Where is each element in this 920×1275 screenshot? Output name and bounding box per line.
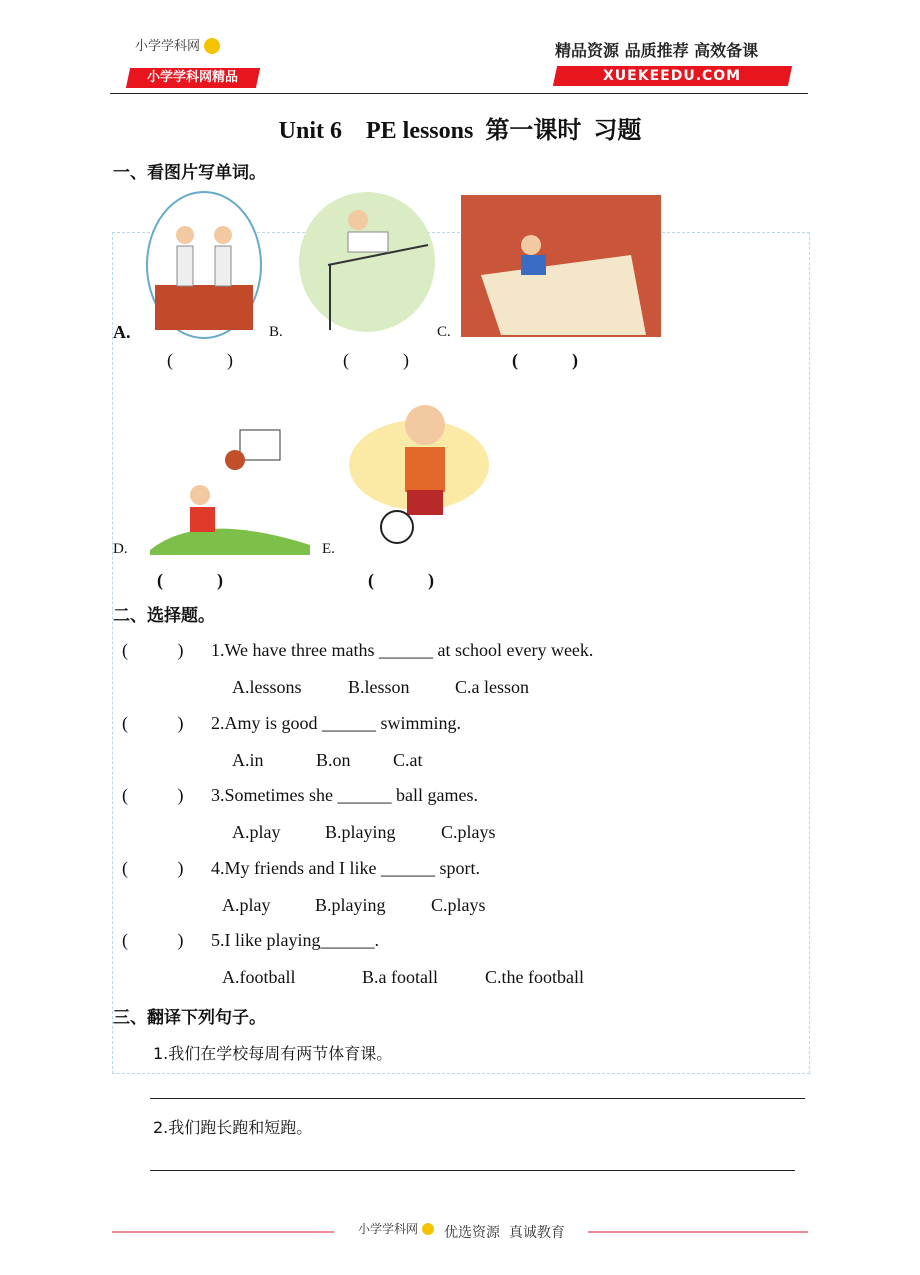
footer-slogan: 优选资源 真诚教育: [444, 1225, 565, 1241]
question-text: 3.Sometimes she ______ ball games.: [211, 785, 478, 805]
answer-paren[interactable]: ( ): [122, 713, 184, 733]
option[interactable]: A.play: [232, 822, 281, 842]
option[interactable]: C.the football: [485, 967, 584, 987]
option[interactable]: B.playing: [315, 895, 386, 915]
header-rule: [110, 93, 808, 94]
mascot-icon: [204, 38, 220, 54]
option[interactable]: B.a footall: [362, 967, 438, 987]
question-text: 2.Amy is good ______ swimming.: [211, 713, 462, 733]
question-text: 1.We have three maths ______ at school every week.: [211, 640, 594, 660]
translate-item-1: 1.我们在学校每周有两节体育课。: [153, 1044, 393, 1063]
option[interactable]: A.football: [222, 967, 296, 987]
option[interactable]: C.at: [393, 750, 423, 770]
answer-paren[interactable]: ( ): [122, 785, 184, 805]
option[interactable]: A.in: [232, 750, 264, 770]
option[interactable]: C.plays: [441, 822, 496, 842]
option[interactable]: C.a lesson: [455, 677, 529, 697]
option[interactable]: A.play: [222, 895, 271, 915]
answer-paren-c[interactable]: ( ): [512, 350, 578, 370]
site-banner: XUEKEEDU.COM: [553, 66, 792, 86]
answer-paren-b[interactable]: ( ): [343, 350, 409, 370]
header-logo: [135, 35, 220, 55]
label-a: A.: [113, 322, 131, 342]
label-b: B.: [269, 324, 283, 340]
page-title: Unit 6 PE lessons 第一课时 习题: [278, 118, 642, 144]
answer-line-2[interactable]: [150, 1170, 795, 1171]
footer-logo: [358, 1220, 434, 1238]
option[interactable]: A.lessons: [232, 677, 302, 697]
answer-paren-a[interactable]: ( ): [167, 350, 233, 370]
question-text: 5.I like playing______.: [211, 930, 379, 950]
option[interactable]: C.plays: [431, 895, 486, 915]
footer-rule-right: [588, 1231, 808, 1233]
answer-paren-e[interactable]: ( ): [368, 570, 434, 590]
logo-text: 小学学科网: [135, 39, 201, 54]
answer-line-1[interactable]: [150, 1098, 805, 1099]
answer-paren[interactable]: ( ): [122, 640, 184, 660]
label-e: E.: [322, 541, 335, 557]
translate-item-2: 2.我们跑长跑和短跑。: [153, 1118, 313, 1137]
answer-paren[interactable]: ( ): [122, 858, 184, 878]
footer-logo-text: 小学学科网: [358, 1222, 419, 1236]
picture-football: [345, 385, 493, 555]
option[interactable]: B.playing: [325, 822, 396, 842]
label-c: C.: [437, 324, 451, 340]
picture-long-jump: [461, 195, 661, 337]
picture-high-jump: [298, 190, 436, 334]
option[interactable]: B.on: [316, 750, 351, 770]
answer-paren-d[interactable]: ( ): [157, 570, 223, 590]
section1-heading: 一、看图片写单词。: [113, 163, 266, 183]
mascot-icon: [422, 1223, 434, 1235]
header-slogan: 精品资源 品质推荐 高效备课: [555, 41, 759, 60]
answer-paren[interactable]: ( ): [122, 930, 184, 950]
section2-heading: 二、选择题。: [113, 606, 215, 626]
section3-heading: 三、翻译下列句子。: [113, 1008, 266, 1028]
label-d: D.: [113, 541, 128, 557]
logo-banner: 小学学科网精品: [126, 68, 260, 88]
picture-running: [145, 190, 263, 340]
question-text: 4.My friends and I like ______ sport.: [211, 858, 480, 878]
picture-basketball: [140, 410, 320, 555]
option[interactable]: B.lesson: [348, 677, 410, 697]
footer-rule-left: [112, 1231, 334, 1233]
